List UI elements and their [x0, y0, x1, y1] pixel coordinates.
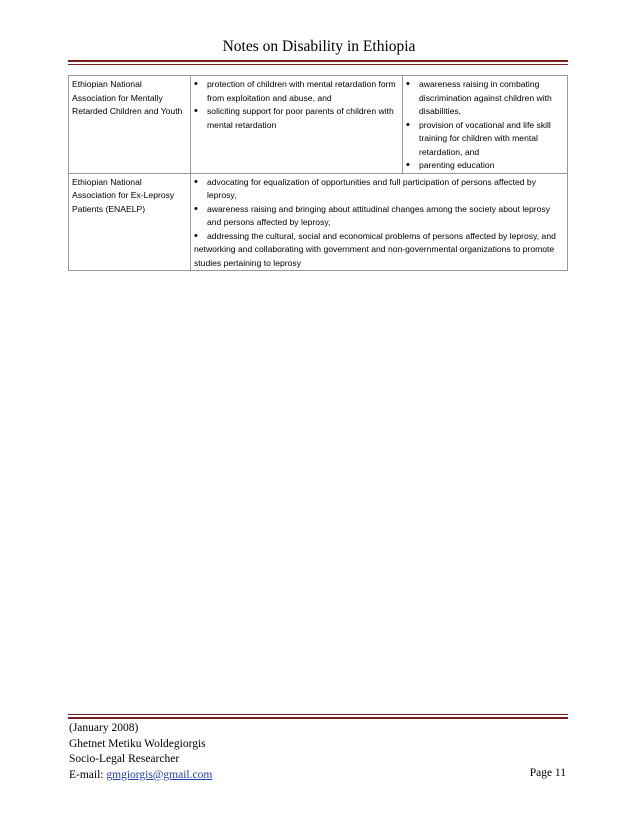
page-header-title: Notes on Disability in Ethiopia [222, 38, 416, 55]
objectives-cell [403, 76, 568, 174]
table-row [69, 173, 568, 271]
email-link[interactable]: gmgiorgis@gmail.com [106, 768, 213, 781]
list-item: • protection of children with mental retardation form from exploitation and abuse, and [194, 78, 399, 105]
objectives-cell [191, 76, 403, 174]
org-name-cell: Ethiopian National Association for Mentally Retarded Children and Youth [69, 76, 191, 174]
org-name-cell: Ethiopian National Association for Ex-Leprosy Patients (ENAELP) [69, 173, 191, 271]
footer-role: Socio-Legal Researcher [69, 753, 180, 765]
list-item: • provision of vocational and life skill training for children with mental retardation, and [406, 119, 564, 160]
footer-block [69, 721, 212, 783]
footer-rule-thin [68, 714, 568, 715]
list-item: • soliciting support for poor parents of children with mental retardation [194, 105, 399, 132]
objectives-cell [191, 173, 568, 271]
list-item: • awareness raising in combating discrimination against children with disabilities, [406, 78, 564, 119]
list-item: • parenting education [406, 159, 564, 173]
list-item: • advocating for equalization of opportunities and full participation of persons affected by leprosy, [194, 176, 564, 203]
header-rule [68, 60, 568, 62]
objectives-list [406, 78, 564, 173]
header-rule-thin [68, 64, 568, 65]
footer-email-line [69, 768, 212, 784]
email-label: E-mail: [69, 768, 107, 781]
organizations-table [68, 75, 568, 271]
page-number: Page 11 [529, 767, 566, 779]
objectives-list [194, 78, 399, 132]
footer-rule [68, 717, 568, 719]
list-item: • addressing the cultural, social and economical problems of persons affected by leprosy, and [194, 230, 564, 244]
footer-date: (January 2008) [69, 722, 139, 734]
trailing-text: networking and collaborating with government and non-governmental organizations to promote studies pertaining to leprosy [194, 244, 555, 268]
objectives-list [194, 176, 564, 244]
footer-author: Ghetnet Metiku Woldegiorgis [69, 737, 206, 750]
table-row [69, 76, 568, 174]
list-item: • awareness raising and bringing about attitudinal changes among the society about leprosy and persons affected by leprosy, [194, 203, 564, 230]
